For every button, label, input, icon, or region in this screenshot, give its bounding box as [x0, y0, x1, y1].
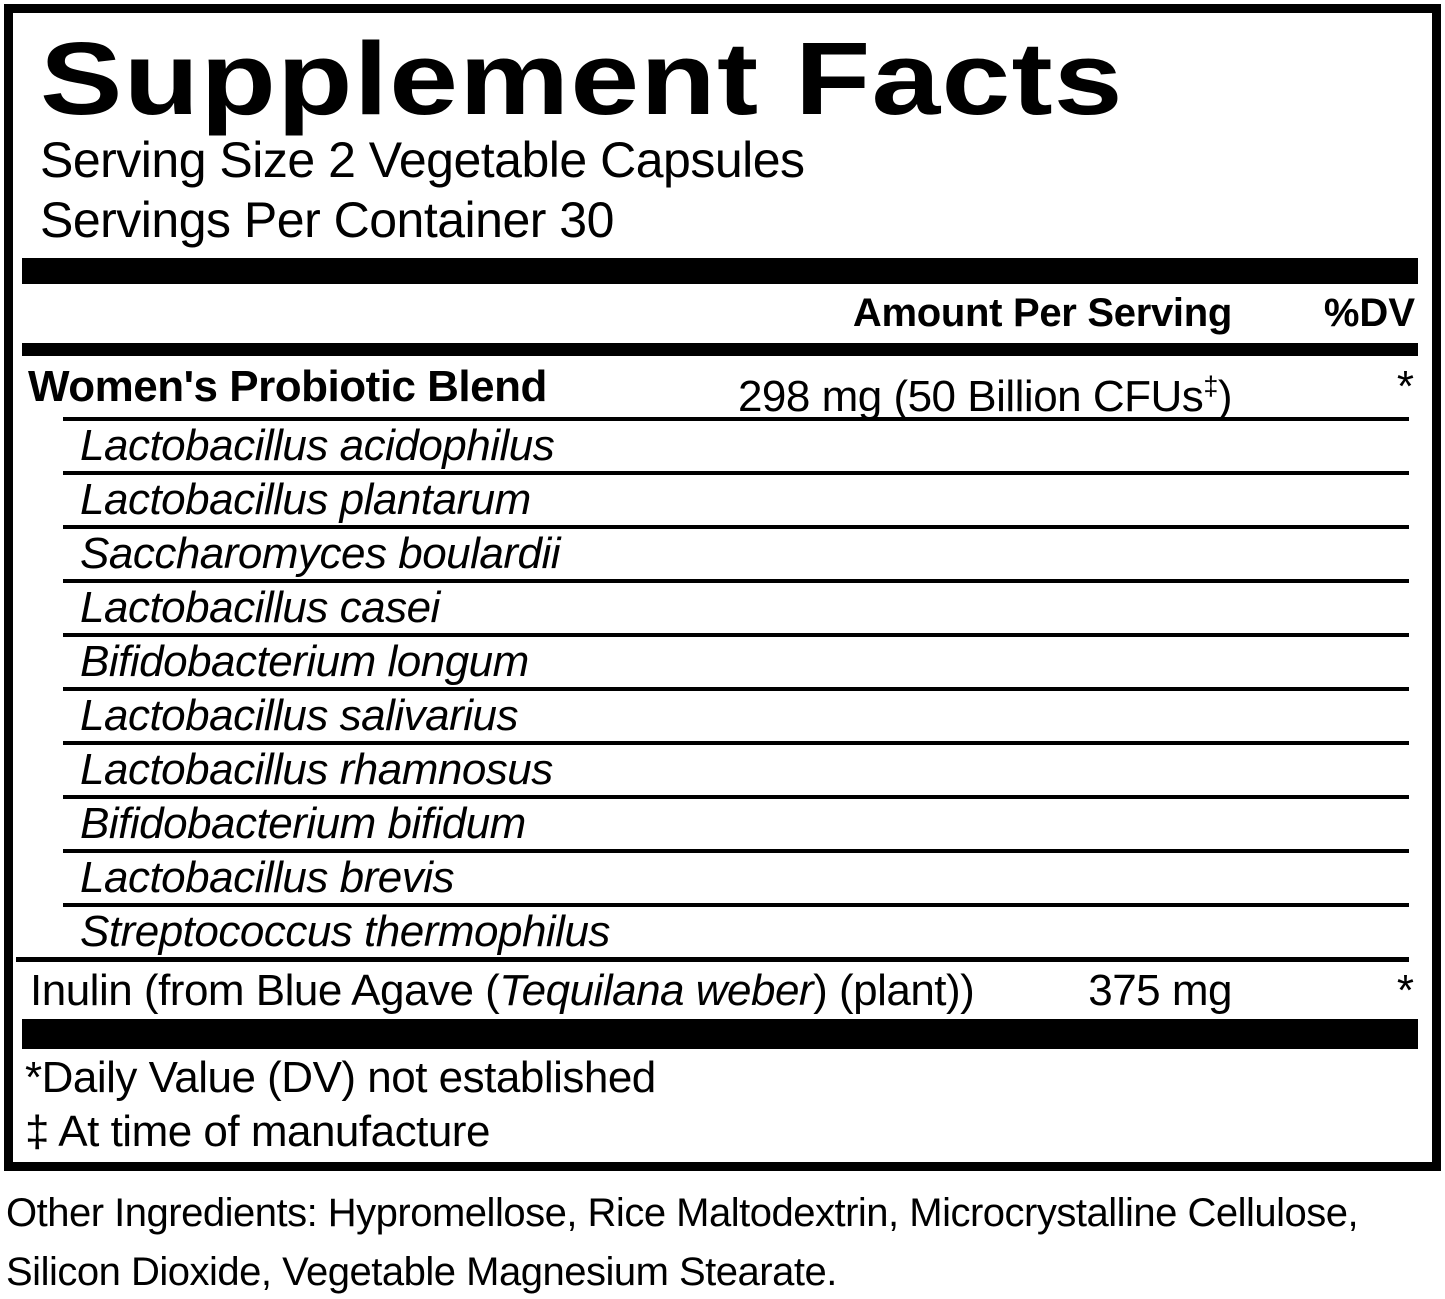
blend-dv-asterisk: * — [1396, 362, 1414, 411]
separator-bar-thick-top — [22, 258, 1418, 284]
strain-row: Lactobacillus brevis — [80, 853, 454, 902]
separator-bar-thin — [22, 343, 1418, 356]
strain-row: Lactobacillus rhamnosus — [80, 745, 553, 794]
strain-row: Lactobacillus casei — [80, 583, 440, 632]
botanical-name: Tequilana weber — [499, 966, 814, 1015]
inulin-dv-asterisk: * — [1396, 966, 1414, 1015]
strain-row: Bifidobacterium bifidum — [80, 799, 526, 848]
dagger-superscript: ‡ — [1203, 371, 1218, 401]
column-header-row — [22, 284, 1418, 343]
strain-row: Lactobacillus plantarum — [80, 475, 531, 524]
inulin-name: Inulin (from Blue Agave (Tequilana weber) (plant)) — [30, 966, 975, 1015]
serving-size-line: Serving Size 2 Vegetable Capsules — [40, 132, 805, 188]
inulin-amount: 375 mg — [1088, 966, 1232, 1015]
daily-value-footnote: *Daily Value (DV) not established — [25, 1053, 656, 1102]
strain-row: Lactobacillus salivarius — [80, 691, 518, 740]
supplement-facts-panel — [4, 4, 1441, 1171]
amount-per-serving-header: Amount Per Serving — [852, 291, 1232, 335]
probiotic-blend-row — [22, 356, 1418, 421]
servings-per-container-line: Servings Per Container 30 — [40, 192, 614, 248]
other-ingredients-text: Other Ingredients: Hypromellose, Rice Maltodextrin, Microcrystalline Cellulose, Silicon Dioxide, Vegetable Magnesium Stearate. — [6, 1191, 1359, 1294]
strain-row: Saccharomyces boulardii — [80, 529, 561, 578]
footnotes — [13, 1051, 1432, 1159]
separator-bar-thick-bottom — [22, 1019, 1418, 1049]
panel-title: Supplement Facts — [40, 21, 1124, 136]
manufacture-footnote: ‡ At time of manufacture — [25, 1107, 490, 1156]
percent-dv-header: %DV — [1323, 291, 1415, 335]
strain-row: Lactobacillus acidophilus — [80, 421, 555, 470]
blend-name: Women's Probiotic Blend — [28, 362, 547, 411]
blend-amount: 298 mg (50 Billion CFUs‡) — [737, 371, 1232, 421]
strain-row: Streptococcus thermophilus — [80, 907, 610, 956]
inulin-row — [22, 962, 1418, 1019]
strain-row: Bifidobacterium longum — [80, 637, 529, 686]
